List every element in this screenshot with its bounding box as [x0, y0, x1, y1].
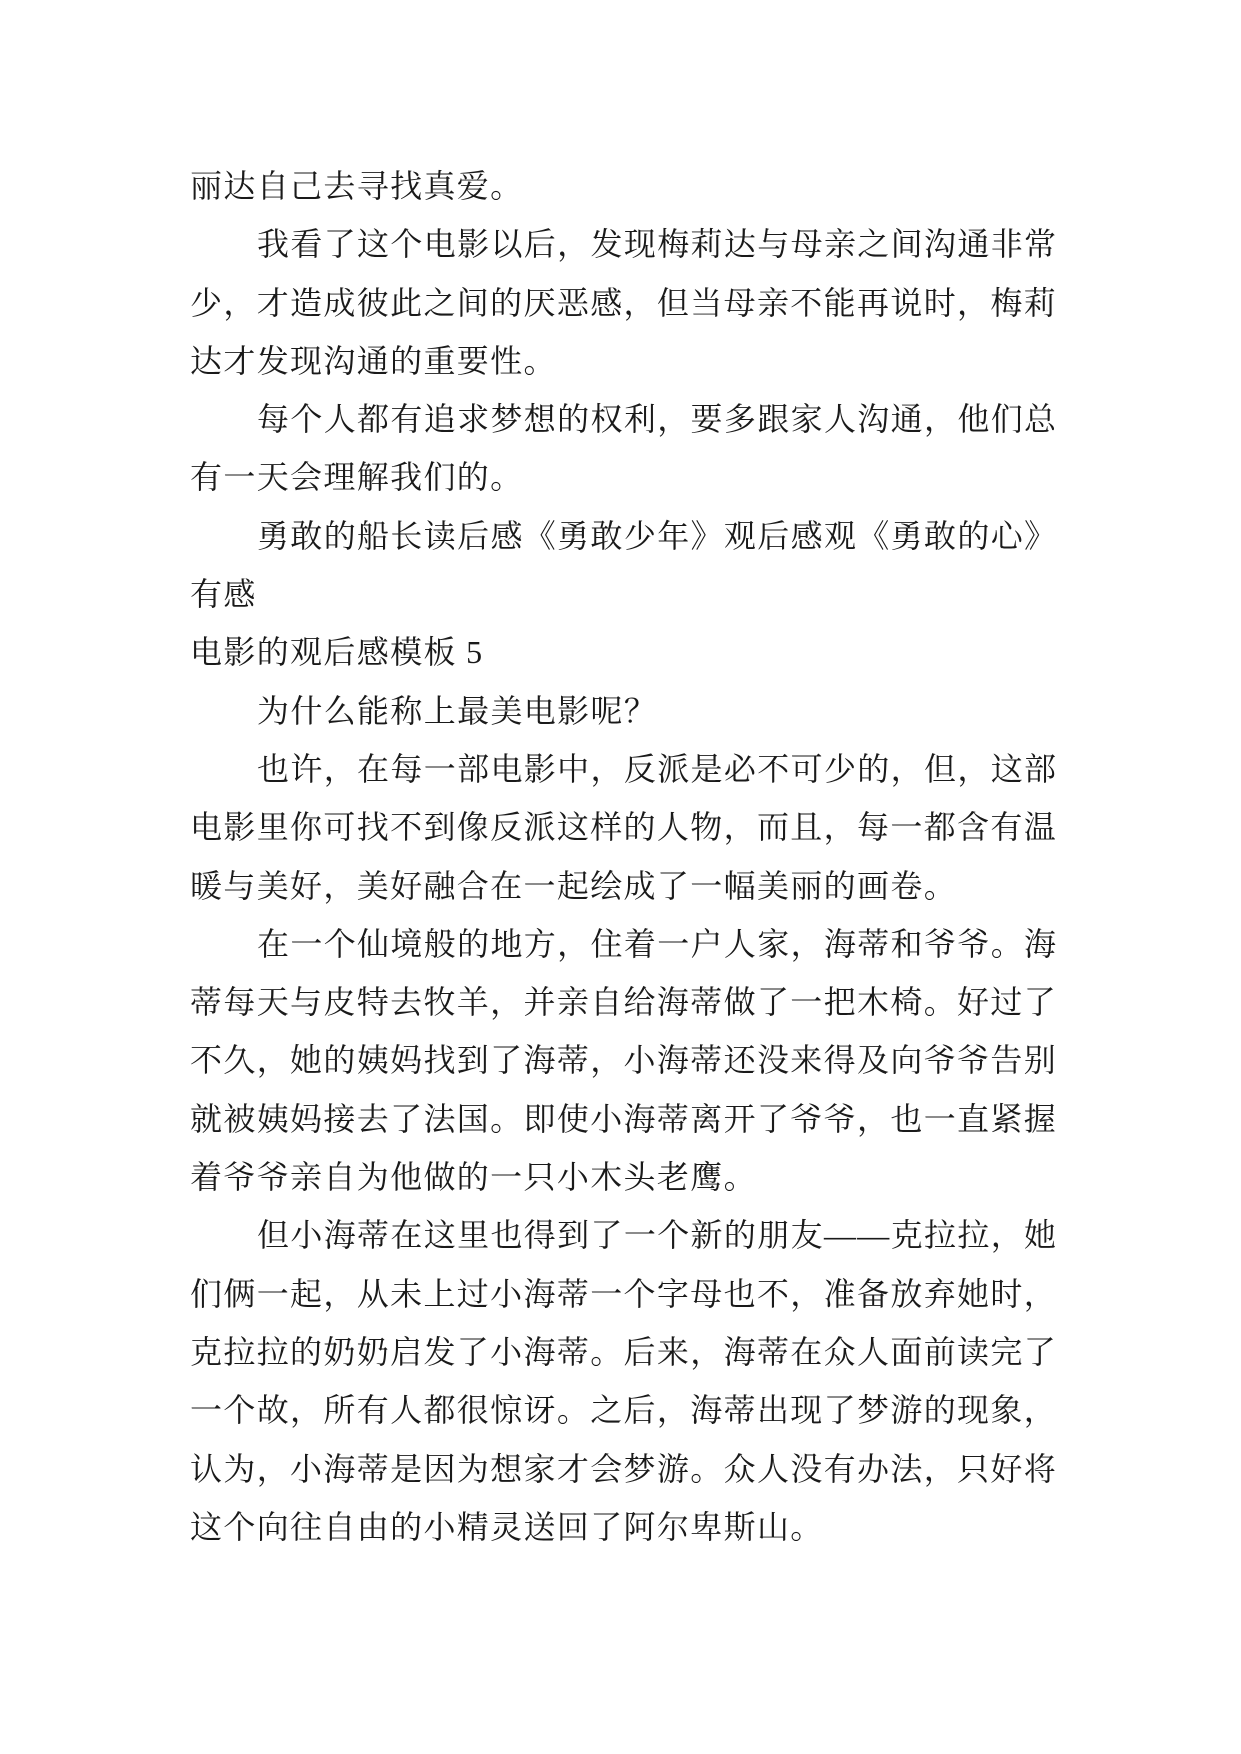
text-line: 不久，她的姨妈找到了海蒂，小海蒂还没来得及向爷爷告别	[190, 1042, 1058, 1079]
text-line: 蒂每天与皮特去牧羊，并亲自给海蒂做了一把木椅。好过了	[190, 984, 1058, 1021]
text-line: 这个向往自由的小精灵送回了阿尔卑斯山。	[190, 1508, 824, 1545]
text-line: 有感	[190, 576, 257, 613]
essay-text-block	[190, 157, 1070, 1556]
text-line: 为什么能称上最美电影呢？	[257, 692, 658, 729]
text-line: 有一天会理解我们的。	[190, 459, 524, 496]
text-line: 认为，小海蒂是因为想家才会梦游。众人没有办法，只好将	[190, 1450, 1058, 1487]
text-line: 勇敢的船长读后感《勇敢少年》观后感观《勇敢的心》	[257, 517, 1058, 554]
text-line: 电影里你可找不到像反派这样的人物，而且，每一都含有温	[190, 809, 1058, 846]
text-line: 也许，在每一部电影中，反派是必不可少的，但，这部	[257, 750, 1058, 787]
section-heading: 电影的观后感模板 5	[190, 634, 484, 671]
text-line: 但小海蒂在这里也得到了一个新的朋友——克拉拉，她	[257, 1217, 1058, 1254]
text-line: 克拉拉的奶奶启发了小海蒂。后来，海蒂在众人面前读完了	[190, 1333, 1058, 1370]
text-line: 少，才造成彼此之间的厌恶感，但当母亲不能再说时，梅莉	[190, 284, 1058, 321]
text-line: 在一个仙境般的地方，住着一户人家，海蒂和爷爷。海	[257, 925, 1058, 962]
text-line: 达才发现沟通的重要性。	[190, 342, 557, 379]
text-line: 一个故，所有人都很惊讶。之后，海蒂出现了梦游的现象，	[190, 1392, 1058, 1429]
text-line: 就被姨妈接去了法国。即使小海蒂离开了爷爷，也一直紧握	[190, 1100, 1058, 1137]
text-line: 暖与美好，美好融合在一起绘成了一幅美丽的画卷。	[190, 867, 958, 904]
text-line: 们俩一起，从未上过小海蒂一个字母也不，准备放弃她时，	[190, 1275, 1058, 1312]
text-line: 丽达自己去寻找真爱。	[190, 168, 524, 204]
text-line: 着爷爷亲自为他做的一只小木头老鹰。	[190, 1159, 757, 1196]
text-line: 每个人都有追求梦想的权利，要多跟家人沟通，他们总	[257, 401, 1058, 438]
text-line: 我看了这个电影以后，发现梅莉达与母亲之间沟通非常	[257, 226, 1058, 263]
